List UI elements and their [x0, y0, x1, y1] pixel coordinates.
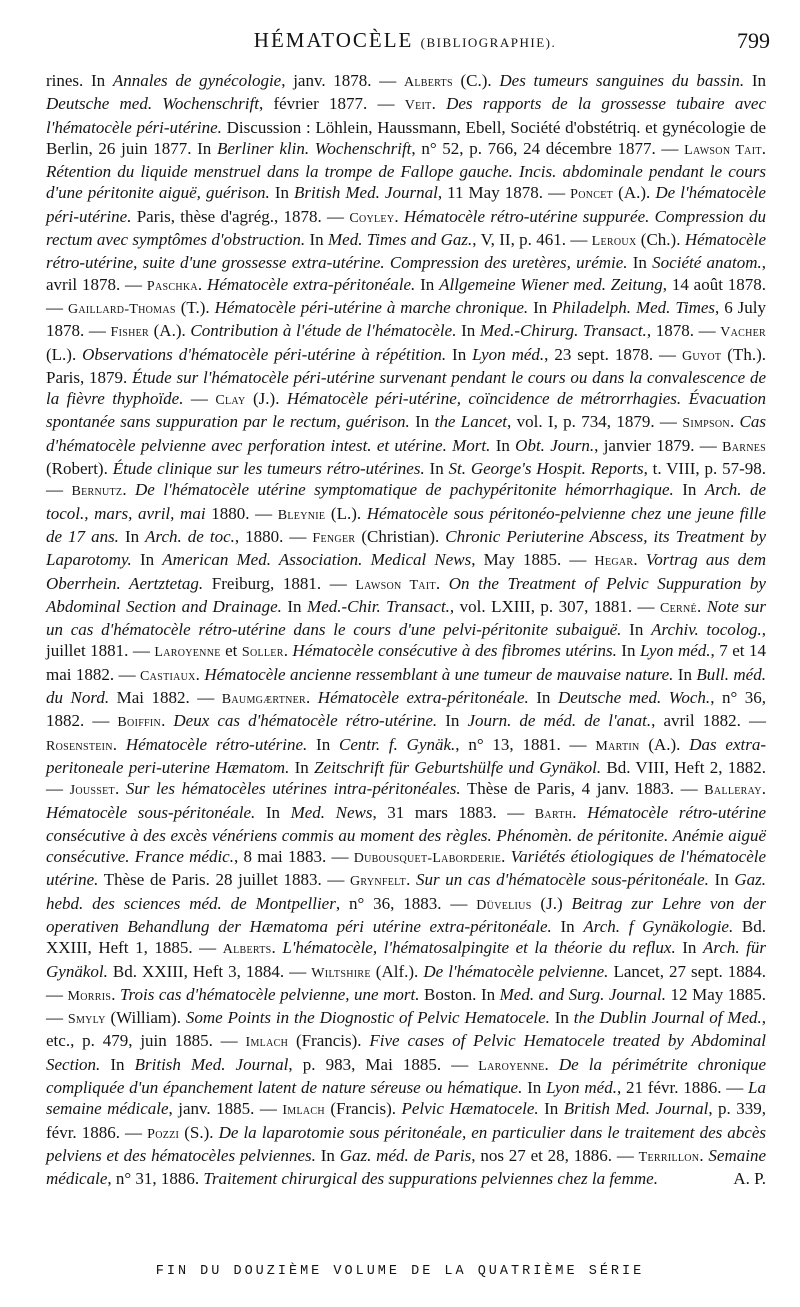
italic-text: Five cases of Pelvic Hematocele treated by Abdominal Section.: [46, 1031, 767, 1074]
italic-text: Note sur un cas d'hématocèle rétro-utérine dans le cours d'une pelvi-péritonite subaiguë.: [46, 596, 766, 640]
author-name: Martin: [595, 738, 640, 754]
text-segment: (Francis).: [324, 1099, 402, 1119]
text-segment: , V, II, p. 461. —: [472, 230, 592, 250]
text-segment: , etc., p. 479, juin 1885. —: [46, 1008, 766, 1051]
text-segment: .: [114, 779, 126, 799]
italic-text: De la laparotomie sous péritonéale, en particulier dans le traitement des abcès pelviens et des hématocèles pelviennes.: [46, 1122, 766, 1165]
italic-text: De l'hématocèle péri-utérine.: [46, 183, 766, 226]
text-segment: .: [122, 480, 136, 500]
text-segment: , p. 339, févr. 1886. —: [46, 1099, 766, 1142]
text-segment: .: [699, 1145, 709, 1165]
text-segment: In: [307, 734, 340, 754]
text-segment: , vol. LXIII, p. 307, 1881. —: [449, 596, 661, 616]
text-segment: (J.): [531, 893, 572, 913]
text-segment: , janv. 1878. —: [281, 71, 404, 90]
text-segment: (Christian).: [355, 526, 446, 546]
italic-text: Hématocèle extra-péritonéale.: [317, 688, 529, 708]
author-name: Boiffin: [117, 715, 162, 731]
text-segment: , 8 mai 1883. —: [233, 847, 354, 867]
text-segment: In: [549, 1008, 574, 1028]
author-name: Vacher: [720, 325, 767, 341]
text-segment: Discussion : Löhlein, Haussmann, Ebell, Société d'obstétriq. et gynécologie de Berlin, 26 juin 1877. In: [46, 117, 766, 158]
italic-text: Hématocèle péri-utérine à marche chronique.: [214, 297, 529, 317]
italic-text: Des rapports de la grossesse tubaire avec l'hématocèle péri-utérine.: [46, 94, 766, 137]
italic-text: Deux cas d'hématocèle rétro-utérine.: [173, 711, 438, 731]
text-segment: (Ch.).: [636, 230, 685, 250]
text-segment: In: [744, 71, 766, 90]
italic-text: Étude clinique sur les tumeurs rétro-utérines.: [112, 459, 425, 479]
text-segment: .: [435, 573, 449, 593]
italic-text: American Med. Association. Medical News: [162, 550, 472, 570]
italic-text: Hématocèle sous-péritonéale.: [46, 802, 256, 822]
italic-text: Lyon méd.: [639, 641, 711, 661]
text-segment: , n° 36, 1882. —: [46, 688, 767, 731]
author-name: Imlach: [245, 1035, 289, 1051]
italic-text: Hématocèle rétro-utérine suppurée. Compression du rectum avec symptômes d'obstruction.: [46, 206, 767, 250]
text-segment: —: [183, 389, 216, 409]
italic-text: Contribution à l'étude de l'hématocèle.: [190, 321, 457, 341]
text-segment: In: [538, 1099, 564, 1119]
text-segment: .: [306, 688, 318, 708]
text-segment: , nos 27 et 28, 1886. —: [471, 1145, 639, 1165]
author-name: Hegar: [594, 554, 634, 570]
text-segment: .: [729, 412, 740, 432]
italic-text: Med. News: [290, 802, 373, 822]
text-segment: 1880. —: [205, 503, 278, 523]
italic-text: Vortrag aus dem Oberrhein. Aertztetag.: [46, 550, 766, 593]
italic-text: the Lancet: [434, 412, 508, 432]
volume-end-note: FIN DU DOUZIÈME VOLUME DE LA QUATRIÈME SÉRIE: [155, 1264, 645, 1279]
author-name: Fenger: [312, 530, 356, 546]
bibliography-text: [46, 70, 766, 1190]
text-segment: , 7 et 14 mai 1882. —: [46, 641, 767, 684]
text-segment: In: [627, 253, 653, 273]
author-name: Pozzi: [147, 1126, 180, 1142]
text-segment: .: [394, 206, 404, 226]
text-segment: (A.).: [149, 321, 191, 341]
italic-text: Bull. méd. du Nord.: [46, 664, 766, 708]
author-name: Rosenstein: [46, 738, 113, 754]
italic-text: Cas d'hématocèle pelvienne avec perforation intest. et utérine. Mort.: [46, 412, 767, 455]
italic-text: Sur les hématocèles utérines intra-péritonéales.: [125, 779, 461, 799]
italic-text: Hématocèle ancienne ressemblant à une tumeur de mauvaise nature.: [204, 664, 674, 684]
text-segment: (J.).: [245, 389, 287, 409]
author-name: Clay: [215, 393, 246, 409]
italic-text: On the Treatment of Pelvic Suppuration by Abdominal Section and Drainage.: [46, 573, 766, 616]
text-segment: In: [255, 802, 291, 822]
text-segment: et: [220, 641, 242, 661]
italic-text: Gaz. méd. de Paris: [339, 1145, 472, 1165]
italic-text: Variétés étiologiques de l'hématocèle utérine.: [46, 847, 767, 890]
author-name: Jousset: [69, 783, 115, 799]
author-name: Baumgærtner: [221, 692, 307, 708]
text-segment: .: [696, 596, 707, 616]
author-name: Guyot: [681, 348, 722, 364]
italic-text: Med. Times and Gaz.: [328, 230, 473, 250]
italic-text: Med.-Chirurg. Transact.: [479, 321, 647, 341]
text-segment: In: [621, 620, 652, 640]
text-segment: Bd. VIII, Heft 2, 1882. —: [46, 757, 767, 799]
text-segment: , t. VIII, p. 57-98. —: [46, 459, 766, 500]
page-title: [40, 28, 770, 53]
text-segment: rines. In: [46, 71, 113, 90]
author-name: Imlach: [282, 1103, 325, 1119]
author-name: Fisher: [110, 325, 149, 341]
italic-text: Observations d'hématocèle péri-utérine à répétition.: [82, 344, 447, 364]
text-segment: In: [616, 641, 640, 661]
text-segment: .: [161, 711, 174, 731]
text-segment: .: [572, 802, 588, 822]
text-segment: .: [112, 734, 126, 754]
author-name: Alberts: [403, 75, 453, 90]
bibliography-paragraph: [46, 70, 766, 1190]
text-segment: Freiburg, 1881. —: [203, 573, 356, 593]
italic-text: De la périmétrite chronique compliquée d'un épanchement latent de nature séreuse ou hématique.: [46, 1054, 767, 1098]
italic-text: Zeitschrift für Geburtshülfe und Gynäkol.: [314, 757, 602, 777]
text-segment: , février 1877. —: [258, 94, 405, 114]
text-segment: In: [305, 230, 328, 250]
text-segment: , janv. 1885. —: [168, 1099, 283, 1119]
italic-text: British Med. Journal: [563, 1099, 709, 1119]
text-segment: In: [100, 1054, 135, 1074]
text-segment: .: [633, 550, 646, 570]
italic-text: Traitement chirurgical des suppurations pelviennes chez la femme.: [203, 1169, 658, 1189]
text-segment: , janvier 1879. —: [594, 435, 723, 455]
text-segment: , juillet 1881. —: [46, 620, 766, 661]
italic-text: De l'hématocèle utérine symptomatique de pachypéritonite hémorrhagique.: [135, 480, 674, 500]
text-segment: , n° 52, p. 766, 24 décembre 1877. —: [411, 138, 685, 158]
text-segment: , avril 1882. —: [651, 711, 767, 731]
text-segment: .: [195, 664, 205, 684]
italic-text: Beitrag zur Lehre von der operativen Behandlung der Hæmatoma péri utérine extra-péritonéale.: [46, 893, 766, 936]
text-segment: .: [501, 847, 511, 867]
header-title: HÉMATOCÈLE: [253, 28, 414, 52]
text-segment: Bd. XXIII, Heft 1, 1885. —: [46, 916, 766, 958]
italic-text: Hématocèle rétro-utérine consécutive à des excès vénériens commis au moment des règles. Phénomèn. de péritonite. Anémie aiguë consécutive.: [46, 802, 767, 867]
text-segment: , May 1885. —: [471, 550, 595, 570]
text-segment: In: [456, 321, 480, 341]
italic-text: Deutsche med. Woch.: [557, 688, 711, 708]
text-segment: In: [528, 688, 558, 708]
text-segment: .: [406, 870, 416, 890]
text-segment: (Francis).: [288, 1031, 370, 1051]
text-segment: (Th.). Paris, 1879.: [46, 344, 766, 387]
author-name: Düvelius: [476, 897, 532, 913]
text-segment: (S.).: [179, 1122, 219, 1142]
italic-text: Some Points in the Diognostic of Pelvic Hematocele.: [185, 1008, 550, 1028]
author-name: Paschka: [146, 278, 198, 294]
text-segment: In: [437, 711, 468, 731]
text-segment: Lancet, 27 sept. 1884. —: [46, 961, 766, 1004]
text-segment: (A.).: [639, 734, 690, 754]
italic-text: Chronic Periuterine Abscess, its Treatment by Laparotomy.: [46, 526, 766, 570]
text-segment: , p. 983, Mai 1885. —: [288, 1054, 479, 1074]
italic-text: Deutsche med. Wochenschrift: [46, 94, 259, 114]
text-segment: In: [673, 664, 697, 684]
text-segment: .: [271, 938, 283, 958]
author-name: Laroyenne: [478, 1058, 545, 1074]
italic-text: Berliner klin. Wochenschrift: [217, 138, 412, 158]
author-name: Barnes: [722, 439, 766, 455]
italic-text: Arch. f Gynäkologie.: [583, 916, 734, 936]
text-segment: In: [490, 435, 516, 455]
italic-text: L'hématocèle, l'hématosalpingite et la théorie du reflux.: [282, 938, 676, 958]
author-name: Bleynie: [277, 507, 326, 523]
italic-text: Allgemeine Wiener med. Zeitung: [439, 274, 663, 294]
italic-text: Trois cas d'hématocèle pelvienne, une mort.: [120, 984, 420, 1004]
text-segment: In: [415, 274, 440, 294]
text-segment: (L.).: [325, 503, 367, 523]
text-segment: Thèse de Paris. 28 juillet 1883. —: [98, 870, 351, 890]
author-name: Barth: [534, 806, 573, 822]
italic-text: Semaine médicale: [46, 1145, 767, 1189]
text-segment: In: [409, 412, 435, 432]
italic-text: Arch. de tocol., mars, avril, mai: [46, 480, 767, 523]
text-segment: (L.).: [46, 344, 83, 364]
italic-text: Des tumeurs sanguines du bassin.: [499, 71, 745, 90]
text-segment: In: [131, 550, 163, 570]
text-segment: , 1878. —: [646, 321, 721, 341]
text-segment: Paris, thèse d'agrég., 1878. —: [131, 206, 350, 226]
italic-text: De l'hématocèle pelvienne.: [423, 961, 609, 981]
text-segment: , 23 sept. 1878. —: [544, 344, 682, 364]
italic-text: Archiv. tocolog.: [651, 620, 762, 640]
author-name: Terrillon: [638, 1149, 700, 1165]
author-name: Laroyenne: [154, 645, 221, 661]
text-segment: .: [761, 138, 766, 158]
text-segment: , avril 1878. —: [46, 253, 766, 294]
italic-text: Hématocèle consécutive à des fibromes utérins.: [292, 641, 617, 661]
text-segment: (William).: [105, 1008, 186, 1028]
author-name: Simpson: [682, 416, 730, 432]
text-segment: In: [673, 480, 705, 500]
running-header: [40, 22, 770, 62]
text-segment: (T.).: [175, 297, 215, 317]
text-segment: .: [283, 641, 293, 661]
italic-text: Lyon méd.: [546, 1078, 617, 1098]
author-name: Soller: [241, 645, 284, 661]
author-name: Poncet: [570, 187, 614, 203]
italic-text: the Dublin Journal of Med.: [573, 1008, 762, 1028]
author-name: Wiltshire: [311, 965, 371, 981]
author-signature: A. P.: [733, 1169, 766, 1189]
text-segment: .: [544, 1054, 559, 1074]
text-segment: , 14 août 1878. —: [46, 274, 767, 317]
author-name: Lawson Tait: [355, 577, 436, 593]
text-segment: , 1880. —: [234, 526, 313, 546]
italic-text: Med. and Surg. Journal.: [499, 984, 667, 1004]
text-segment: In: [289, 757, 315, 777]
author-name: Dubousquet-Laborderie: [353, 851, 502, 867]
italic-text: Annales de gynécologie: [112, 71, 282, 90]
italic-text: Lyon méd.: [472, 344, 545, 364]
text-segment: .: [197, 274, 208, 294]
author-name: Bernutz: [71, 484, 123, 500]
text-segment: (C.).: [452, 71, 500, 90]
author-name: Lawson Tait: [684, 142, 762, 158]
author-name: Smyly: [67, 1012, 106, 1028]
text-segment: , n° 13, 1881. —: [455, 734, 596, 754]
author-name: Leroux: [591, 234, 637, 250]
italic-text: Gaz. hebd. des sciences méd. de Montpellier: [46, 870, 766, 913]
author-name: Cerné: [660, 600, 697, 616]
header-subtitle: (BIBLIOGRAPHIE).: [420, 35, 557, 50]
text-segment: , n° 36, 1883. —: [335, 893, 477, 913]
italic-text: Philadelph. Med. Times: [552, 297, 716, 317]
text-segment: .: [111, 984, 121, 1004]
author-name: Morris: [67, 988, 112, 1004]
text-segment: , 11 May 1878. —: [437, 183, 571, 203]
text-segment: Thèse de Paris, 4 janv. 1883. —: [460, 779, 705, 799]
author-name: Castiaux: [140, 668, 196, 684]
text-segment: In: [675, 938, 703, 958]
text-segment: , 21 févr. 1886. —: [616, 1078, 749, 1098]
text-segment: Mai 1882. —: [109, 688, 222, 708]
text-segment: In: [708, 870, 735, 890]
author-name: Veit: [404, 98, 432, 114]
italic-text: Arch. für Gynäkol.: [46, 938, 766, 981]
page-number: 799: [737, 28, 770, 53]
author-name: Alberts: [222, 942, 272, 958]
text-segment: In: [118, 526, 146, 546]
text-segment: , 6 July 1878. —: [46, 297, 766, 341]
text-segment: (Alf.).: [370, 961, 424, 981]
author-name: Balleray: [704, 783, 762, 799]
text-segment: .: [431, 94, 447, 114]
italic-text: Centr. f. Gynäk.: [339, 734, 456, 754]
italic-text: Hématocèle rétro-utérine, suite d'une grossesse extra-utérine. Compression des uretères, urémie.: [46, 230, 766, 273]
italic-text: Das extra-peritoneale peri-uterine Hæmatom.: [46, 734, 767, 777]
text-segment: (A.).: [613, 183, 656, 203]
text-segment: , 31 mars 1883. —: [372, 802, 535, 822]
italic-text: Sur un cas d'hématocèle sous-péritonéale.: [415, 870, 709, 890]
text-segment: In: [522, 1078, 547, 1098]
author-name: Coyley: [349, 210, 395, 226]
text-segment: .: [761, 779, 767, 799]
text-segment: In: [551, 916, 584, 936]
italic-text: Journ. de méd. de l'anat.: [467, 711, 652, 731]
italic-text: British Med. Journal: [294, 183, 438, 203]
italic-text: Hématocèle extra-péritonéale.: [207, 274, 416, 294]
text-segment: In: [528, 297, 553, 317]
text-segment: 12 May 1885. —: [46, 984, 767, 1028]
author-name: Gaillard-Thomas: [67, 301, 176, 317]
text-segment: , n° 31, 1886.: [107, 1169, 204, 1189]
italic-text: Société anatom.: [652, 253, 762, 273]
italic-text: France médic.: [134, 847, 234, 867]
italic-text: Étude sur l'hématocèle péri-utérine survenant pendant le cours ou dans la convalescence de la fièvre thyphoïde.: [46, 367, 767, 409]
text-segment: In: [281, 596, 308, 616]
italic-text: Hématocèle péri-utérine, coïncidence de métrorrhagies. Évacuation spontanée sans suppuration par le rectum, guérison.: [46, 389, 767, 432]
author-name: Grynfelt: [350, 874, 407, 890]
italic-text: Hématocèle rétro-utérine.: [125, 734, 308, 754]
italic-text: Arch. de toc.: [145, 526, 235, 546]
text-segment: In: [315, 1145, 340, 1165]
text-segment: In: [269, 183, 295, 203]
italic-text: Hématocèle sous péritonéo-pelvienne chez une jeune fille de 17 ans.: [46, 503, 767, 546]
italic-text: Med.-Chir. Transact.: [307, 596, 450, 616]
italic-text: Pelvic Hæmatocele.: [401, 1099, 539, 1119]
italic-text: La semaine médicale: [46, 1078, 767, 1119]
italic-text: St. George's Hospit. Reports: [448, 459, 644, 479]
text-segment: Boston. In: [419, 984, 500, 1004]
italic-text: Obt. Journ.: [515, 435, 595, 455]
italic-text: Rétention du liquide menstruel dans la trompe de Fallope gauche. Incis. abdominale pendant le cours d'une péritonite aiguë, guérison.: [46, 162, 766, 203]
text-segment: , vol. I, p. 734, 1879. —: [507, 412, 683, 432]
text-segment: In: [424, 459, 449, 479]
text-segment: (Robert).: [46, 459, 113, 479]
text-segment: In: [446, 344, 473, 364]
text-segment: Bd. XXIII, Heft 3, 1884. —: [107, 961, 312, 981]
italic-text: British Med. Journal: [134, 1054, 289, 1074]
